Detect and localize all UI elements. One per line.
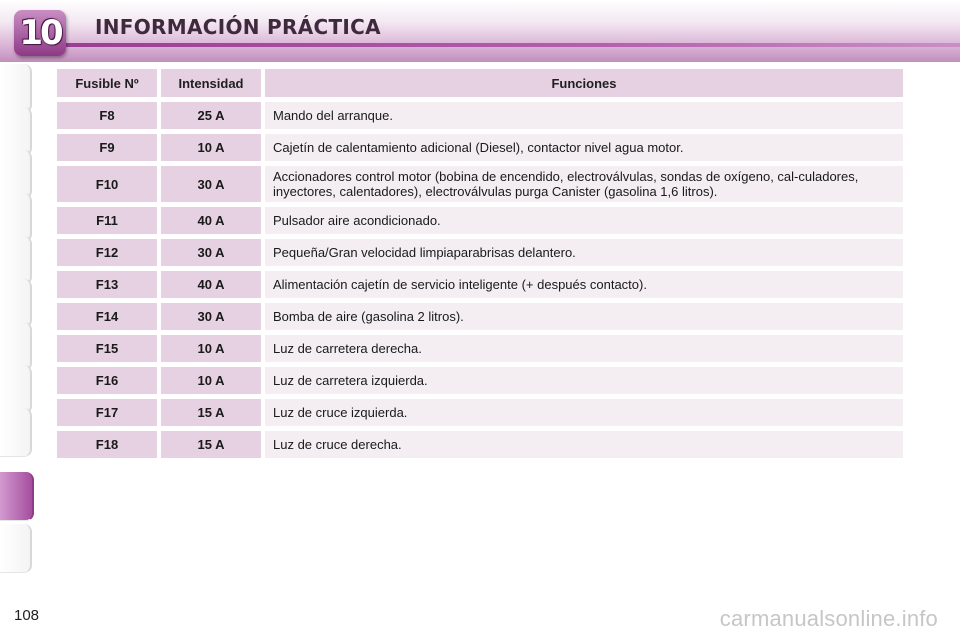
- fuse-function: Cajetín de calentamiento adicional (Diesel), contactor nivel agua motor.: [265, 134, 903, 161]
- fuse-amperage: 40 A: [161, 207, 261, 234]
- fuse-number: F17: [57, 399, 157, 426]
- fuse-function: Alimentación cajetín de servicio inteligente (+ después contacto).: [265, 271, 903, 298]
- fuse-amperage: 30 A: [161, 239, 261, 266]
- fuse-number: F9: [57, 134, 157, 161]
- fuse-number: F12: [57, 239, 157, 266]
- fuse-amperage: 40 A: [161, 271, 261, 298]
- fuse-number: F13: [57, 271, 157, 298]
- chapter-badge: 10: [14, 10, 66, 56]
- fuse-table: [57, 64, 903, 463]
- fuse-function: Luz de carretera derecha.: [265, 335, 903, 362]
- fuse-amperage: 15 A: [161, 431, 261, 458]
- fuse-number: F10: [57, 166, 157, 202]
- fuse-number: F11: [57, 207, 157, 234]
- fuse-number: F18: [57, 431, 157, 458]
- chapter-tab[interactable]: [0, 408, 32, 457]
- chapter-tab[interactable]: [0, 322, 32, 371]
- table-row: [57, 102, 903, 129]
- fuse-function: Pulsador aire acondicionado.: [265, 207, 903, 234]
- fuse-function: Luz de cruce izquierda.: [265, 399, 903, 426]
- chapter-tab-active[interactable]: [0, 472, 34, 521]
- chapter-tab[interactable]: [0, 64, 32, 113]
- chapter-tab[interactable]: [0, 150, 32, 199]
- page-number: 108: [14, 607, 40, 624]
- fuse-number: F8: [57, 102, 157, 129]
- fuse-amperage: 10 A: [161, 134, 261, 161]
- fuse-function: Bomba de aire (gasolina 2 litros).: [265, 303, 903, 330]
- table-row: [57, 335, 903, 362]
- chapter-tabs: [0, 64, 34, 576]
- fuse-amperage: 25 A: [161, 102, 261, 129]
- table-row: [57, 134, 903, 161]
- fuse-function: Accionadores control motor (bobina de encendido, electroválvulas, sondas de oxígeno, cal-culadores, inyectores, calentadores), electroválvulas purga Canister (gasolina 1,6 litros).: [265, 166, 903, 202]
- table-row: [57, 271, 903, 298]
- table-row: [57, 166, 903, 202]
- chapter-tab[interactable]: [0, 236, 32, 285]
- fuse-number: F16: [57, 367, 157, 394]
- table-row: [57, 207, 903, 234]
- chapter-tab[interactable]: [0, 193, 32, 242]
- column-header-fuse: Fusible Nº: [57, 69, 157, 97]
- fuse-function: Luz de cruce derecha.: [265, 431, 903, 458]
- table-row: [57, 399, 903, 426]
- table-header-row: [57, 69, 903, 97]
- chapter-tab[interactable]: [0, 107, 32, 156]
- fuse-amperage: 30 A: [161, 303, 261, 330]
- watermark: carmanualsonline.info: [719, 606, 938, 631]
- table-row: [57, 239, 903, 266]
- fuse-function: Pequeña/Gran velocidad limpiaparabrisas delantero.: [265, 239, 903, 266]
- fuse-amperage: 10 A: [161, 335, 261, 362]
- fuse-function: Luz de carretera izquierda.: [265, 367, 903, 394]
- page-title: INFORMACIÓN PRÁCTICA: [95, 15, 381, 39]
- table-row: [57, 431, 903, 458]
- table-row: [57, 303, 903, 330]
- table-row: [57, 367, 903, 394]
- header-divider: [60, 43, 960, 47]
- fuse-amperage: 30 A: [161, 166, 261, 202]
- chapter-tab[interactable]: [0, 279, 32, 328]
- chapter-tab[interactable]: [0, 524, 32, 573]
- fuse-number: F14: [57, 303, 157, 330]
- fuse-number: F15: [57, 335, 157, 362]
- chapter-tab[interactable]: [0, 365, 32, 414]
- column-header-functions: Funciones: [265, 69, 903, 97]
- fuse-amperage: 10 A: [161, 367, 261, 394]
- fuse-function: Mando del arranque.: [265, 102, 903, 129]
- column-header-amperage: Intensidad: [161, 69, 261, 97]
- fuse-amperage: 15 A: [161, 399, 261, 426]
